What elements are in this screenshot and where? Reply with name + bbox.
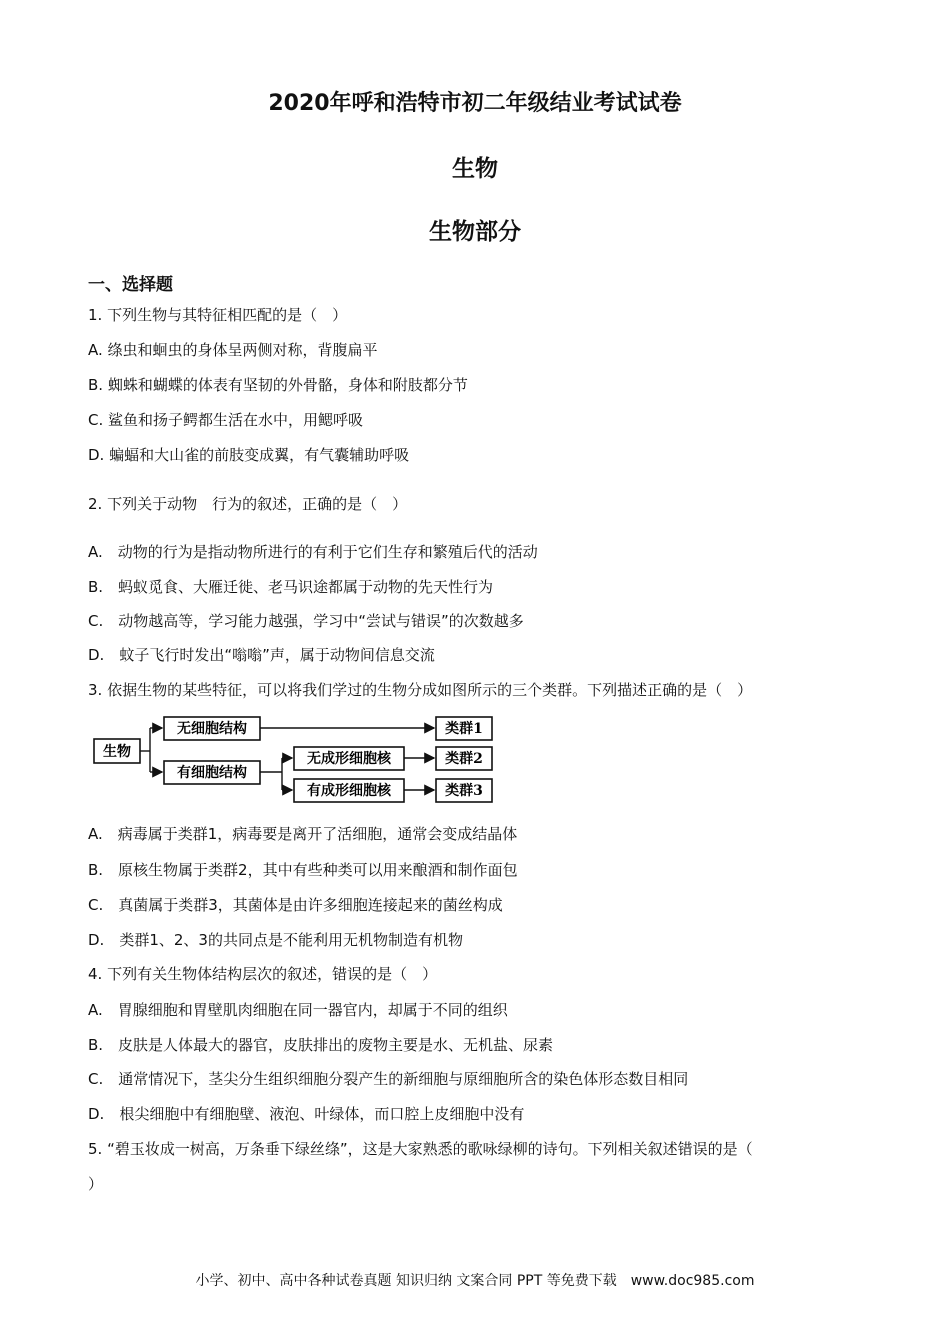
q2-option-c: C. 动物越高等，学习能力越强，学习中“尝试与错误”的次数越多 (88, 612, 524, 630)
q4-option-b: B. 皮肤是人体最大的器官，皮肤排出的废物主要是水、无机盐、尿素 (88, 1036, 554, 1054)
part-heading: 生物部分 (429, 219, 521, 245)
diagram-group-1: 类群1 (445, 721, 483, 737)
q1-option-d: D. 蝙蝠和大山雀的前肢变成翼，有气囊辅助呼吸 (88, 446, 410, 464)
footer-note: 小学、初中、高中各种试卷真题 知识归纳 文案合同 PPT 等免费下载 www.doc985.com (195, 1273, 755, 1289)
q2-stem: 2. 下列关于动物 行为的叙述，正确的是（ ） (88, 495, 408, 513)
q3-option-b: B. 原核生物属于类群2，其中有些种类可以用来酿酒和制作面包 (88, 861, 518, 879)
q4-option-d: D. 根尖细胞中有细胞壁、液泡、叶绿体，而口腔上皮细胞中没有 (88, 1105, 525, 1123)
diagram-group-2: 类群2 (445, 751, 483, 767)
q2-option-d: D. 蚊子飞行时发出“嗡嗡”声，属于动物间信息交流 (88, 646, 435, 664)
q1-option-a: A. 绦虫和蛔虫的身体呈两侧对称，背腹扁平 (88, 341, 378, 359)
q5-stem: 5. “碧玉妆成一树高，万条垂下绿丝绦”，这是大家熟悉的歌咏绿柳的诗句。下列相关叙述错误的是（ (88, 1140, 753, 1158)
q5-stem-continued: ） (88, 1175, 104, 1193)
q3-stem: 3. 依据生物的某些特征，可以将我们学过的生物分成如图所示的三个类群。下列描述正确的是（ ） (88, 681, 753, 699)
classification-diagram (90, 712, 510, 812)
q3-option-c: C. 真菌属于类群3，其菌体是由许多细胞连接起来的菌丝构成 (88, 896, 503, 914)
q1-option-c: C. 鲨鱼和扬子鳄都生活在水中，用鳃呼吸 (88, 411, 364, 429)
subject-heading: 生物 (452, 156, 498, 182)
diagram-has-cell: 有细胞结构 (177, 765, 247, 781)
diagram-has-nucleus: 有成形细胞核 (307, 783, 391, 799)
q3-option-d: D. 类群1、2、3的共同点是不能利用无机物制造有机物 (88, 931, 463, 949)
q4-option-c: C. 通常情况下，茎尖分生组织细胞分裂产生的新细胞与原细胞所含的染色体形态数目相同 (88, 1070, 689, 1088)
q1-option-b: B. 蜘蛛和蝴蝶的体表有坚韧的外骨骼，身体和附肢都分节 (88, 376, 468, 394)
q2-option-a: A. 动物的行为是指动物所进行的有利于它们生存和繁殖后代的活动 (88, 543, 538, 561)
q4-stem: 4. 下列有关生物体结构层次的叙述，错误的是（ ） (88, 965, 438, 983)
diagram-group-3: 类群3 (445, 783, 483, 799)
diagram-root: 生物 (103, 744, 131, 760)
q2-option-b: B. 蚂蚁觅食、大雁迁徙、老马识途都属于动物的先天性行为 (88, 578, 494, 596)
q3-option-a: A. 病毒属于类群1，病毒要是离开了活细胞，通常会变成结晶体 (88, 825, 518, 843)
exam-title: 2020年呼和浩特市初二年级结业考试试卷 (268, 91, 682, 116)
q1-stem: 1. 下列生物与其特征相匹配的是（ ） (88, 306, 348, 324)
diagram-no-cell: 无细胞结构 (177, 721, 247, 737)
q4-option-a: A. 胃腺细胞和胃壁肌肉细胞在同一器官内，却属于不同的组织 (88, 1001, 508, 1019)
section-heading: 一、选择题 (88, 275, 173, 295)
diagram-no-nucleus: 无成形细胞核 (307, 751, 391, 767)
